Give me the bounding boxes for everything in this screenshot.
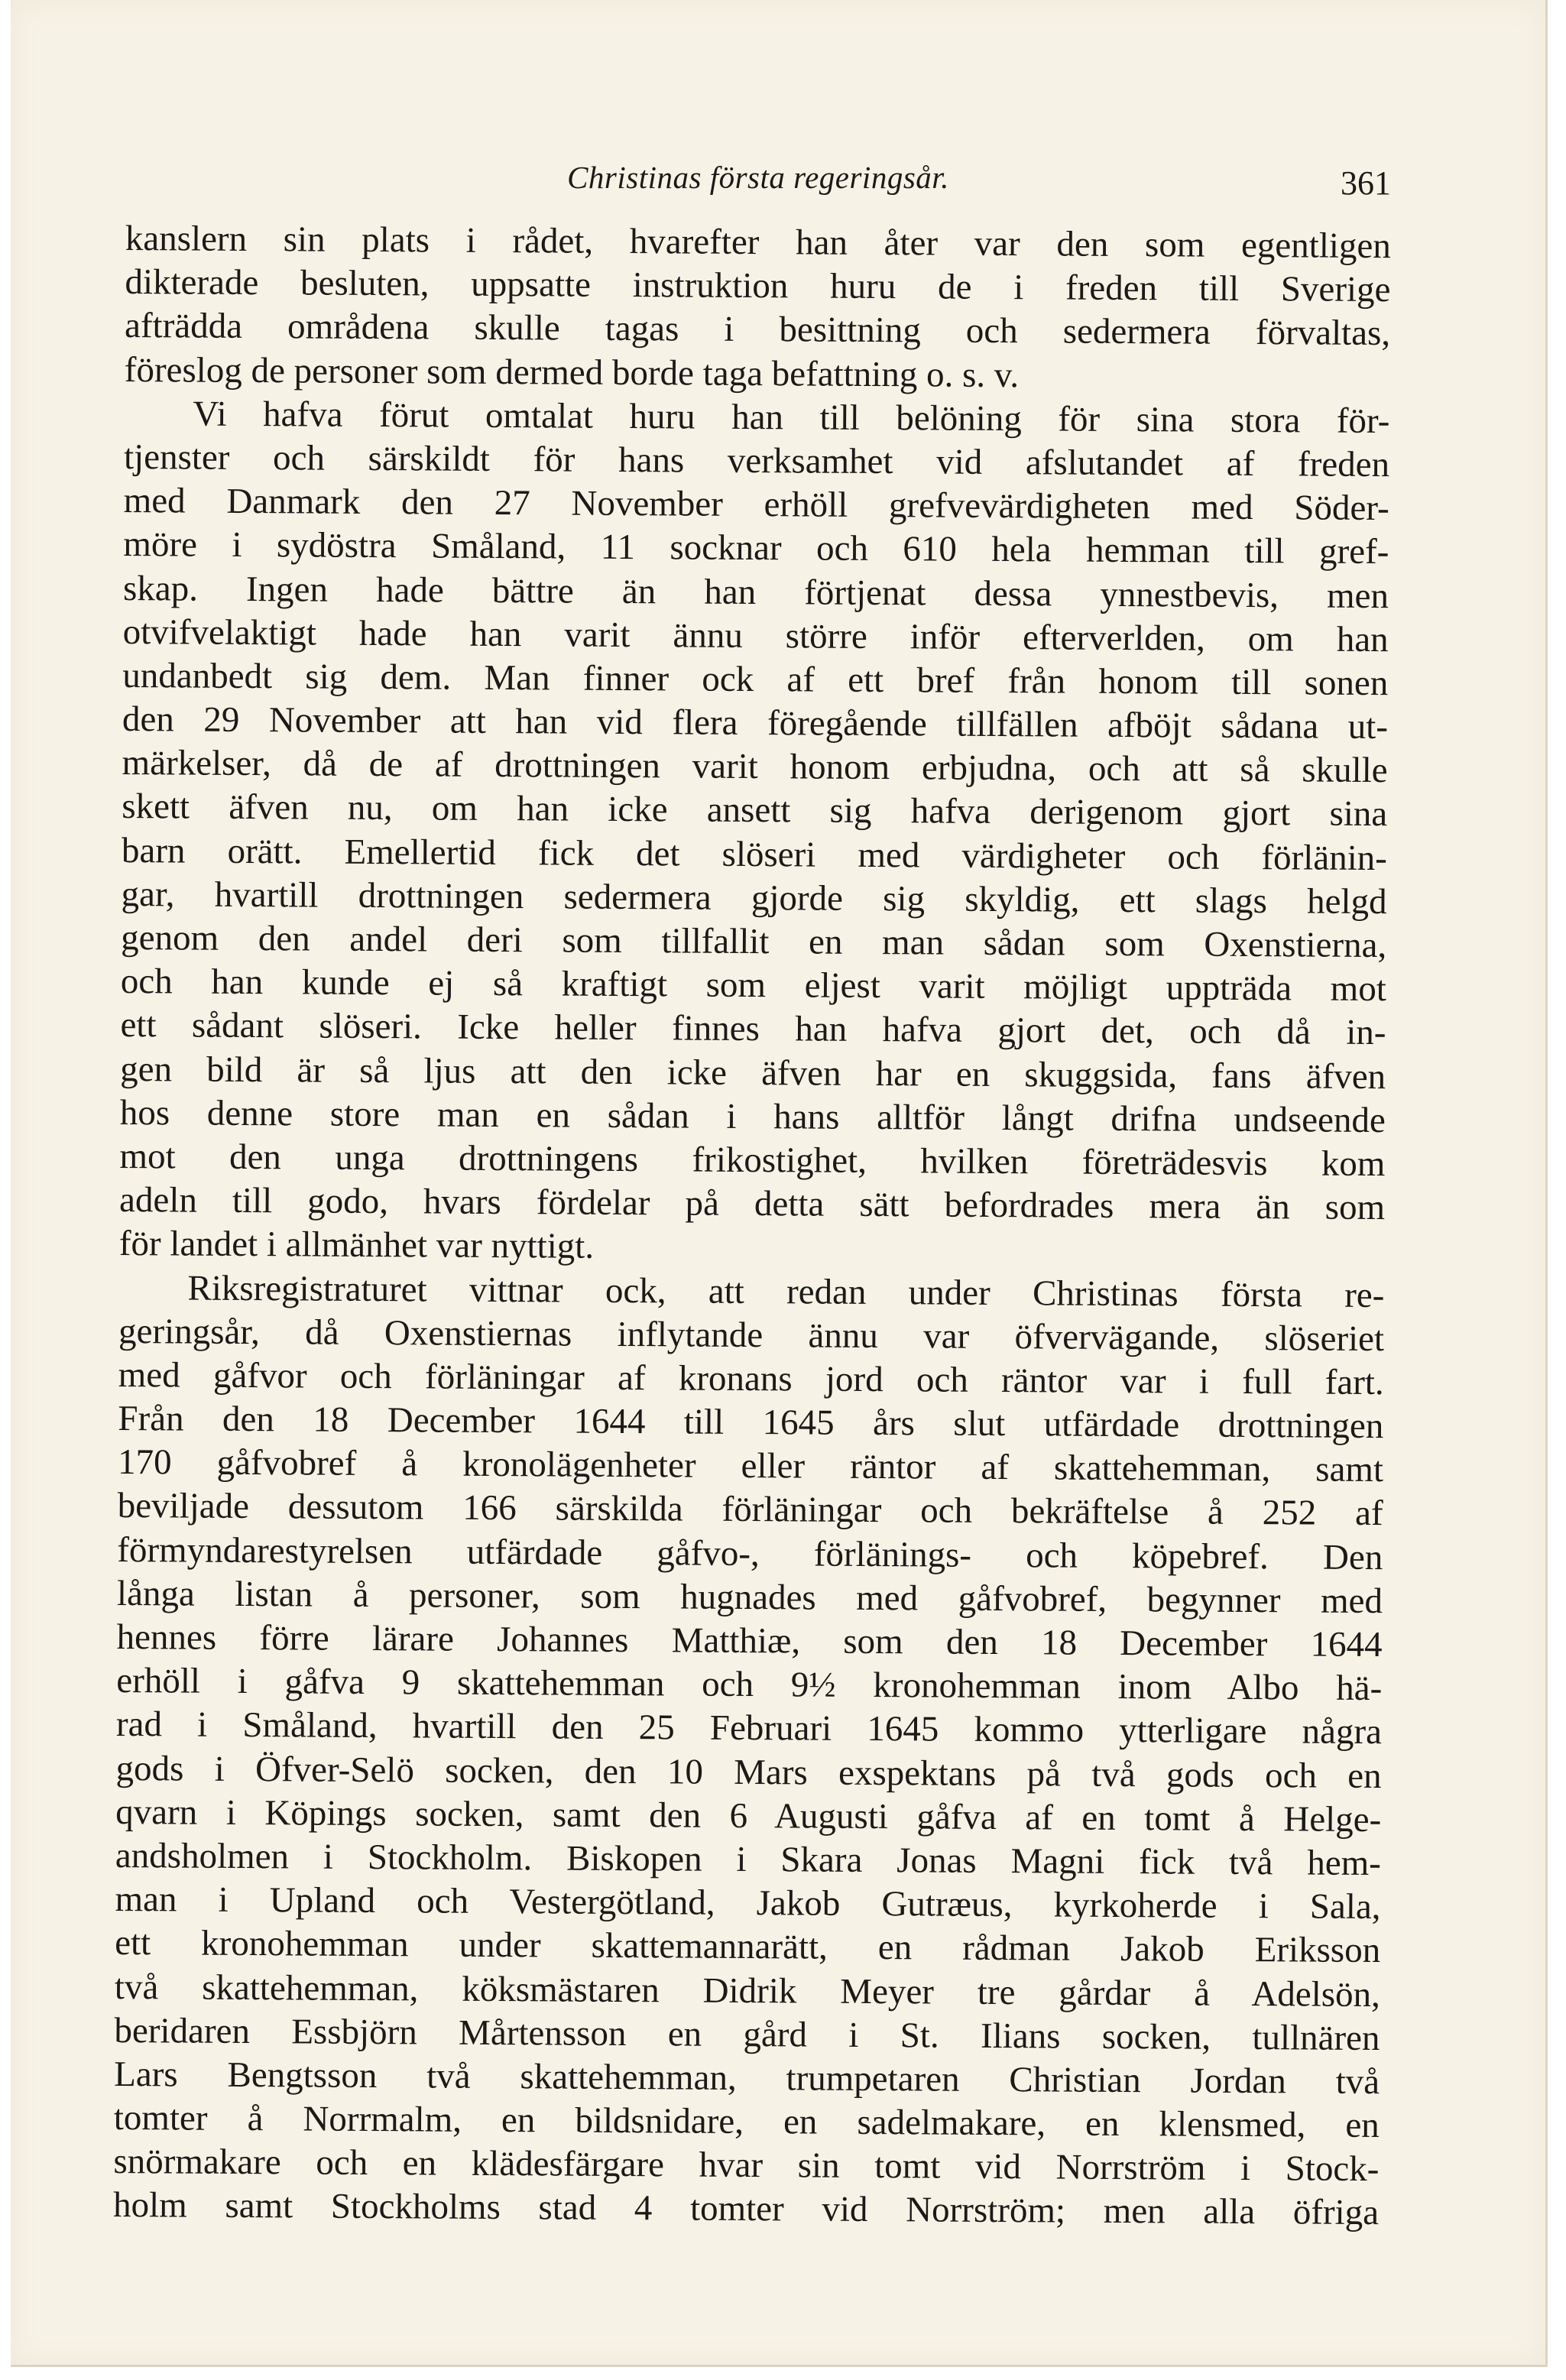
- text-line: Vi hafva förut omtalat huru han till belöning för sina stora för-: [193, 394, 1390, 441]
- text-line: kanslern sin plats i rådet, hvarefter han åter var den som egentligen: [125, 218, 1391, 267]
- running-title: Christinas första regeringsår.: [567, 160, 949, 195]
- text-line: Lars Bengtsson två skattehemman, trumpetaren Christian Jordan två: [113, 2054, 1380, 2102]
- text-line: gods i Öfver-Selö socken, den 10 Mars exspektans på två gods och en: [115, 1748, 1382, 1796]
- text-line: dikterade besluten, uppsatte instruktion huru de i freden till Sverige: [125, 262, 1391, 310]
- text-line: hos denne store man en sådan i hans alltför långt drifna undseende: [119, 1092, 1386, 1140]
- page-header: [125, 153, 1391, 202]
- text-line: snörmakare och en klädesfärgare hvar sin tomt vid Norrström i Stock-: [113, 2142, 1380, 2190]
- text-line: tjenster och särskildt för hans verksamhet vid afslutandet af freden: [123, 436, 1390, 485]
- text-line: holm samt Stockholms stad 4 tomter vid Norrström; men alla öfriga: [112, 2185, 1380, 2233]
- text-line: adeln till godo, hvars fördelar på detta sätt befordrades mera än som: [118, 1180, 1386, 1228]
- text-line: qvarn i Köpings socken, samt den 6 Augusti gåfva af en tomt å Helge-: [115, 1791, 1382, 1840]
- text-line: och han kunde ej så kraftigt som eljest varit möjligt uppträda mot: [120, 961, 1387, 1010]
- text-line: ett kronohemman under skattemannarätt, en rådman Jakob Eriksson: [115, 1923, 1381, 1971]
- book-page: [11, 0, 1548, 2367]
- text-line: afträdda områdena skulle tagas i besittning och sedermera förvaltas,: [124, 306, 1391, 354]
- text-line: rad i Småland, hvartill den 25 Februari 1645 kommo ytterligare några: [115, 1704, 1383, 1753]
- text-line: gar, hvartill drottningen sedermera gjorde sig skyldig, ett slags helgd: [121, 874, 1387, 922]
- text-line: föreslog de personer som dermed borde taga befattning o. s. v.: [124, 349, 1020, 395]
- text-line: gen bild är så ljus att den icke äfven har en skuggsida, fans äfven: [120, 1049, 1386, 1097]
- text-line: med Danmark den 27 November erhöll grefvevärdigheten med Söder-: [123, 481, 1389, 529]
- text-line: beviljade dessutom 166 särskilda förläningar och bekräftelse å 252 af: [117, 1486, 1383, 1534]
- text-line: tomter å Norrmalm, en bildsnidare, en sadelmakare, en klensmed, en: [113, 2098, 1380, 2146]
- text-line: skap. Ingen hade bättre än han förtjenat dessa ynnestbevis, men: [122, 568, 1389, 616]
- text-line: man i Upland och Vestergötland, Jakob Gutræus, kyrkoherde i Sala,: [115, 1879, 1381, 1928]
- text-line: för landet i allmänhet var nyttigt.: [118, 1224, 595, 1267]
- text-line: två skattehemman, köksmästaren Didrik Meyer tre gårdar å Adelsön,: [114, 1967, 1380, 2015]
- text-line: förmyndarestyrelsen utfärdade gåfvo-, förlänings- och köpebref. Den: [117, 1529, 1383, 1577]
- text-line: 170 gåfvobref å kronolägenheter eller räntor af skattehemman, samt: [117, 1442, 1384, 1490]
- text-line: Från den 18 December 1644 till 1645 års slut utfärdade drottningen: [118, 1399, 1384, 1447]
- text-line: skett äfven nu, om han icke ansett sig hafva derigenom gjort sina: [122, 786, 1388, 835]
- text-line: märkelser, då de af drottningen varit honom erbjudna, och att så skulle: [122, 743, 1388, 791]
- text-line: mot den unga drottningens frikostighet, hvilken företrädesvis kom: [119, 1136, 1386, 1185]
- text-line: undanbedt sig dem. Man finner ock af ett bref från honom till sonen: [122, 655, 1389, 703]
- text-line: hennes förre lärare Johannes Matthiæ, som den 18 December 1644: [116, 1616, 1383, 1665]
- text-line: geringsår, då Oxenstiernas inflytande ännu var öfvervägande, slöseriet: [118, 1311, 1385, 1359]
- text-line: beridaren Essbjörn Mårtensson en gård i St. Ilians socken, tullnären: [114, 2010, 1380, 2058]
- text-line: genom den andel deri som tillfallit en man sådan som Oxenstierna,: [121, 917, 1387, 966]
- text-line: erhöll i gåfva 9 skattehemman och 9½ kronohemman inom Albo hä-: [116, 1661, 1383, 1709]
- text-line: barn orätt. Emellertid fick det slöseri med värdigheter och förlänin-: [121, 830, 1388, 878]
- text-line: andsholmen i Stockholm. Biskopen i Skara Jonas Magni fick två hem-: [115, 1835, 1382, 1884]
- text-line: otvifvelaktigt hade han varit ännu större inför efterverlden, om han: [122, 611, 1389, 660]
- text-line: ett sådant slöseri. Icke heller finnes han hafva gjort det, och då in-: [120, 1005, 1386, 1053]
- text-line: Riksregistraturet vittnar ock, att redan under Christinas första re-: [187, 1268, 1385, 1315]
- body-text: [113, 217, 1391, 2236]
- page-number: 361: [1341, 164, 1391, 202]
- text-line: den 29 November att han vid flera föregående tillfällen afböjt sådana ut-: [122, 699, 1389, 747]
- text-line: långa listan å personer, som hugnades med gåfvobref, begynner med: [116, 1573, 1383, 1621]
- text-line: med gåfvor och förläningar af kronans jord och räntor var i full fart.: [118, 1354, 1384, 1402]
- text-line: möre i sydöstra Småland, 11 socknar och 610 hela hemman till gref-: [123, 524, 1389, 572]
